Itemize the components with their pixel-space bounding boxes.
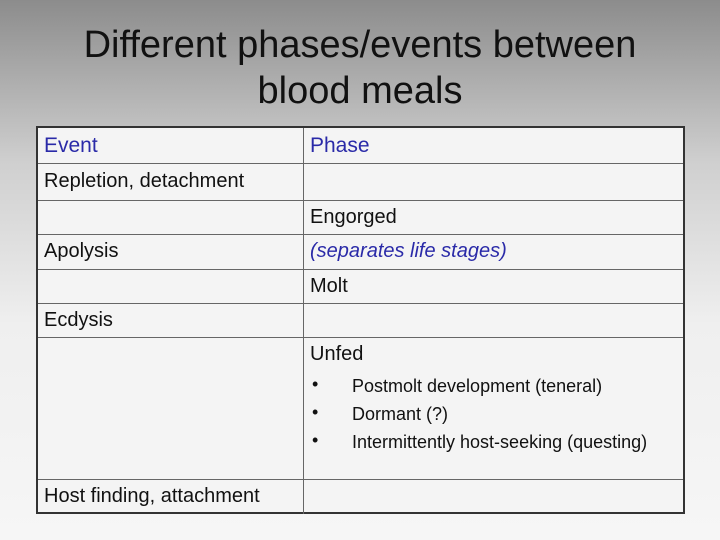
unfed-bullet-list bbox=[312, 374, 672, 458]
phase-cell: Engorged bbox=[310, 206, 397, 228]
list-item bbox=[312, 430, 672, 458]
event-cell: Ecdysis bbox=[44, 309, 113, 331]
table-row bbox=[38, 338, 683, 480]
slide-title bbox=[0, 22, 720, 114]
bullet-text: Intermittently host-seeking (questing) bbox=[352, 432, 648, 452]
table-row bbox=[38, 304, 683, 338]
phase-cell: Unfed bbox=[310, 343, 364, 365]
list-item bbox=[312, 402, 672, 430]
table-row bbox=[38, 164, 683, 201]
event-cell: Apolysis bbox=[44, 240, 119, 262]
phase-cell: (separates life stages) bbox=[310, 240, 507, 262]
bullet-icon: • bbox=[312, 402, 319, 422]
table-row bbox=[38, 270, 683, 304]
title-line-1: Different phases/events between bbox=[83, 24, 637, 66]
table-row bbox=[38, 480, 683, 514]
event-cell: Repletion, detachment bbox=[44, 170, 245, 192]
bullet-text: Dormant (?) bbox=[352, 404, 449, 424]
title-line-2: blood meals bbox=[257, 70, 463, 112]
header-phase: Phase bbox=[310, 134, 370, 157]
phases-table bbox=[36, 126, 685, 514]
bullet-text: Postmolt development (teneral) bbox=[352, 376, 603, 396]
table-header-row bbox=[38, 128, 683, 164]
bullet-icon: • bbox=[312, 430, 319, 450]
list-item bbox=[312, 374, 672, 402]
bullet-icon: • bbox=[312, 374, 319, 394]
header-event: Event bbox=[44, 134, 98, 157]
phase-cell: Molt bbox=[310, 275, 348, 297]
table-row bbox=[38, 235, 683, 270]
event-cell: Host finding, attachment bbox=[44, 485, 260, 507]
table-row bbox=[38, 201, 683, 235]
